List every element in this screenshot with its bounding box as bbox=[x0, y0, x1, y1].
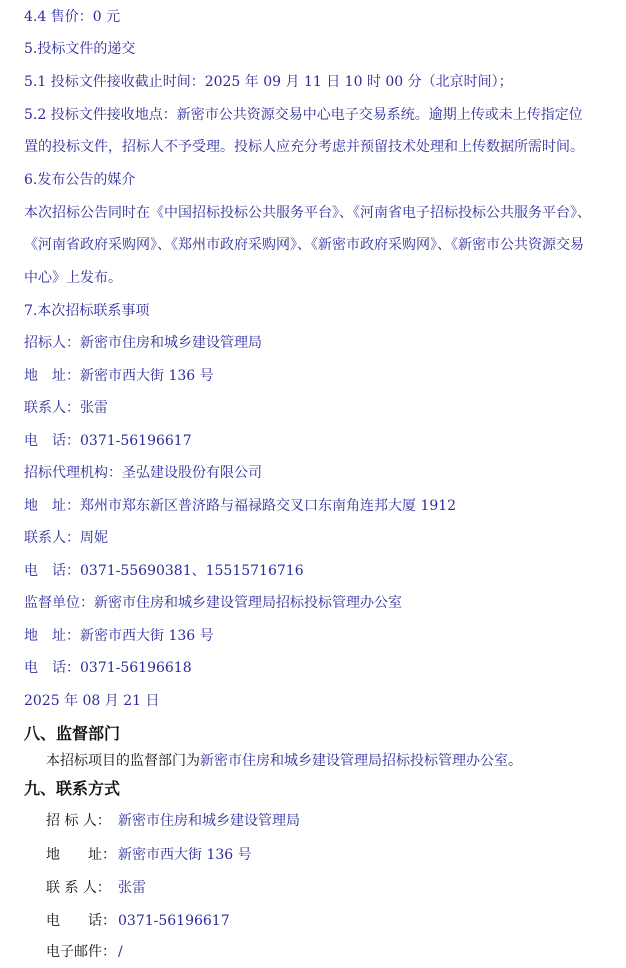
contact-label-2: 联系人： bbox=[24, 530, 80, 546]
section-9-label: 招 标 人： bbox=[46, 813, 111, 829]
section-8-text-prefix: 本招标项目的监督部门为 bbox=[46, 753, 200, 769]
address-value-2: 郑州市郑东新区普济路与福禄路交叉口东南角连邦大厦 1912 bbox=[80, 498, 457, 514]
section-9-label: 电 话： bbox=[46, 913, 116, 929]
phone-value-3: 0371-56196618 bbox=[80, 660, 192, 676]
tenderer-value: 新密市住房和城乡建设管理局 bbox=[80, 335, 262, 351]
tenderer-label: 招标人： bbox=[24, 335, 80, 351]
agency-label: 招标代理机构： bbox=[24, 465, 122, 481]
heading-submission: 5.投标文件的递交 bbox=[24, 41, 136, 57]
address-row-1 bbox=[24, 367, 214, 385]
location-line-cont: 置的投标文件，招标人不予受理。投标人应充分考虑并预留技术处理和上传数据所需时间。 bbox=[24, 139, 584, 155]
agency-row bbox=[24, 464, 262, 482]
address-label-1: 地 址： bbox=[24, 368, 80, 384]
section-9-row bbox=[46, 846, 252, 864]
heading-media: 6.发布公告的媒介 bbox=[24, 172, 136, 188]
media-line-2: 《河南省政府采购网》、《郑州市政府采购网》、《新密市政府采购网》、《新密市公共资源交易 bbox=[24, 237, 584, 253]
section-9-row bbox=[46, 879, 146, 897]
section-8-text-suffix: 。 bbox=[508, 753, 522, 769]
section-9-label: 地 址： bbox=[46, 847, 116, 863]
section-9-value: 新密市西大街 136 号 bbox=[118, 847, 252, 863]
notice-date: 2025 年 08 月 21 日 bbox=[24, 693, 160, 709]
section-9-title: 九、联系方式 bbox=[24, 779, 121, 798]
section-9-value: 张雷 bbox=[118, 880, 146, 896]
phone-row-2 bbox=[24, 562, 304, 580]
section-8-text-value: 新密市住房和城乡建设管理局招标投标管理办公室 bbox=[200, 753, 508, 769]
section-9-label: 联 系 人： bbox=[46, 880, 111, 896]
section-9-value: 0371-56196617 bbox=[118, 913, 230, 929]
heading-contacts: 7.本次招标联系事项 bbox=[24, 303, 150, 319]
section-9-label: 电子邮件： bbox=[46, 944, 116, 960]
phone-label-2: 电 话： bbox=[24, 563, 80, 579]
address-row-3 bbox=[24, 627, 214, 645]
section-8-text bbox=[46, 752, 522, 770]
location-line: 5.2 投标文件接收地点：新密市公共资源交易中心电子交易系统。逾期上传或未上传指定位 bbox=[24, 107, 583, 123]
phone-value-1: 0371-56196617 bbox=[80, 433, 192, 449]
address-value-3: 新密市西大街 136 号 bbox=[80, 628, 214, 644]
contact-row-1 bbox=[24, 399, 108, 417]
contact-label-1: 联系人： bbox=[24, 400, 80, 416]
address-row-2 bbox=[24, 497, 456, 515]
agency-value: 圣弘建设股份有限公司 bbox=[122, 465, 262, 481]
media-line-1: 本次招标公告同时在《中国招标投标公共服务平台》、《河南省电子招标投标公共服务平台》、 bbox=[24, 205, 591, 221]
section-9-row bbox=[46, 912, 230, 930]
address-label-3: 地 址： bbox=[24, 628, 80, 644]
address-value-1: 新密市西大街 136 号 bbox=[80, 368, 214, 384]
contact-value-1: 张雷 bbox=[80, 400, 108, 416]
supervisor-value: 新密市住房和城乡建设管理局招标投标管理办公室 bbox=[94, 595, 402, 611]
supervisor-label: 监督单位： bbox=[24, 595, 94, 611]
media-line-3: 中心》上发布。 bbox=[24, 270, 122, 286]
contact-row-2 bbox=[24, 529, 108, 547]
phone-label-1: 电 话： bbox=[24, 433, 80, 449]
contact-value-2: 周妮 bbox=[80, 530, 108, 546]
section-8-title: 八、监督部门 bbox=[24, 724, 121, 743]
price-line: 4.4 售价：0 元 bbox=[24, 9, 121, 25]
section-9-value: 新密市住房和城乡建设管理局 bbox=[118, 813, 300, 829]
address-label-2: 地 址： bbox=[24, 498, 80, 514]
phone-value-2: 0371-55690381、15515716716 bbox=[80, 563, 304, 579]
phone-row-3 bbox=[24, 659, 192, 677]
phone-row-1 bbox=[24, 432, 192, 450]
phone-label-3: 电 话： bbox=[24, 660, 80, 676]
deadline-line: 5.1 投标文件接收截止时间：2025 年 09 月 11 日 10 时 00 分（北京时间）； bbox=[24, 74, 513, 90]
section-9-value: / bbox=[118, 944, 123, 960]
supervisor-row bbox=[24, 594, 402, 612]
section-9-row bbox=[46, 812, 300, 830]
tenderer-row bbox=[24, 334, 262, 352]
section-9-row bbox=[46, 943, 123, 961]
